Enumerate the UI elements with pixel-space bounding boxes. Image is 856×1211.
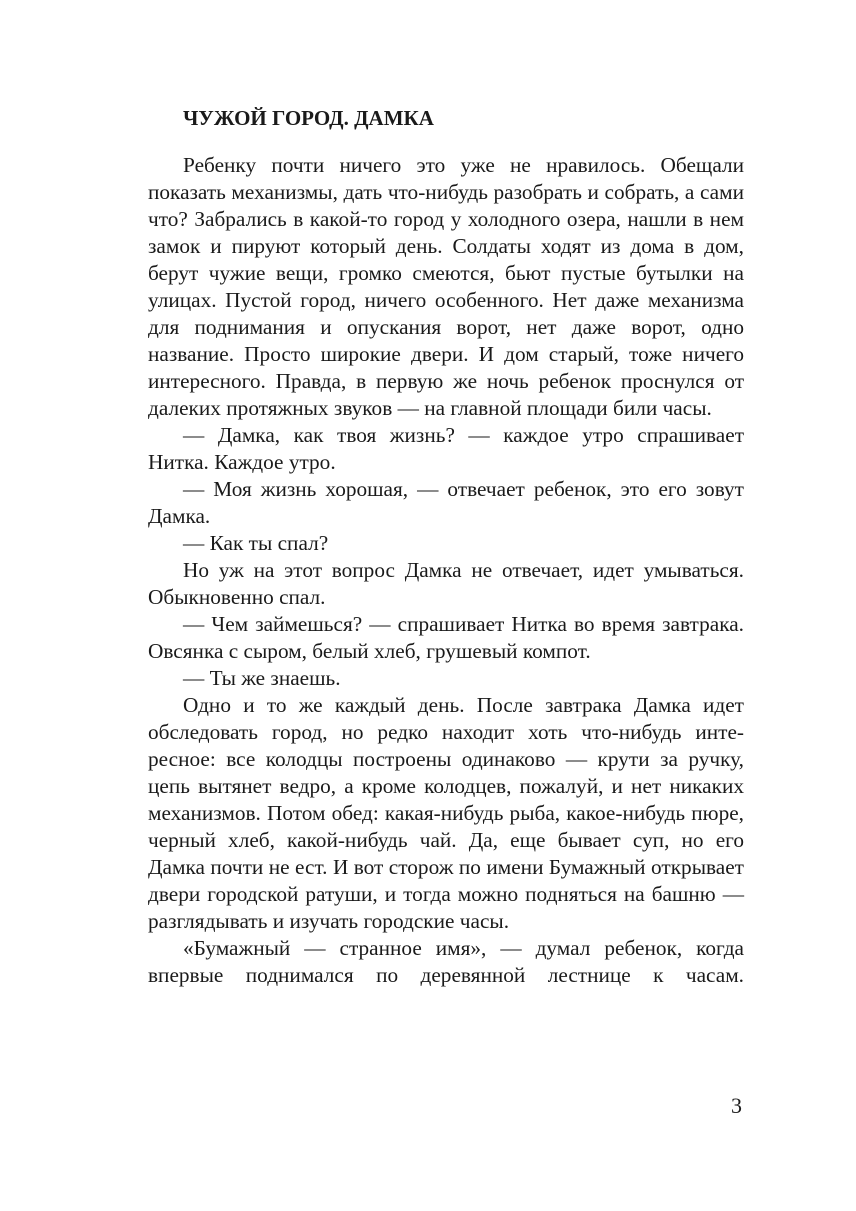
- page-number: 3: [731, 1093, 742, 1118]
- paragraph: «Бумажный — странное имя», — думал ребенок, когда впервые поднимался по деревянной лестнице к часам.: [148, 936, 744, 987]
- paragraph: — Ты же знаешь.: [183, 666, 341, 690]
- paragraph: — Как ты спал?: [183, 531, 329, 555]
- paragraph: — Дамка, как твоя жизнь? — каждое утро спрашивает Нитка. Каждое утро.: [148, 423, 744, 474]
- paragraph: Одно и то же каждый день. После завтрака Дамка идет обследовать город, но редко находит хоть что-нибудь интересное: все колодцы построены одинаково — крути за ручку, цепь вытянет ведро, а кроме колодцев, пожалуй, и нет никаких механизмов. Потом обед: какая-нибудь рыба, какое-нибудь пюре, черный хлеб, какой-нибудь чай. Да, еще бывает суп, но его Дамка почти не ест. И вот сторож по имени Бумажный открывает двери городской ратуши, и тогда можно подняться на башню — разглядывать и изучать городские часы.: [148, 693, 744, 933]
- paragraph: — Моя жизнь хорошая, — отвечает ребенок, это его зовут Дамка.: [148, 477, 744, 528]
- chapter-title: ЧУЖОЙ ГОРОД. ДАМКА: [183, 106, 434, 130]
- paragraph: — Чем займешься? — спрашивает Нитка во время завтрака. Овсянка с сыром, белый хлеб, грушевый компот.: [148, 612, 744, 663]
- body-text: [148, 152, 744, 989]
- paragraph: Ребенку почти ничего это уже не нравилось. Обещали показать механизмы, дать что-нибудь разобрать и собрать, а сами что? Забрались в какой-то город у холодного озера, нашли в нем замок и пируют который день. Солдаты ходят из дома в дом, берут чужие вещи, громко смеются, бьют пустые бутылки на улицах. Пустой город, ничего особенного. Нет даже механизма для поднимания и опускания ворот, нет даже ворот, одно название. Просто широкие двери. И дом старый, тоже ничего интересного. Правда, в первую же ночь ребенок проснулся от далеких протяжных звуков — на главной площади били часы.: [148, 153, 744, 420]
- paragraph: Но уж на этот вопрос Дамка не отвечает, идет умываться. Обыкновенно спал.: [148, 558, 744, 609]
